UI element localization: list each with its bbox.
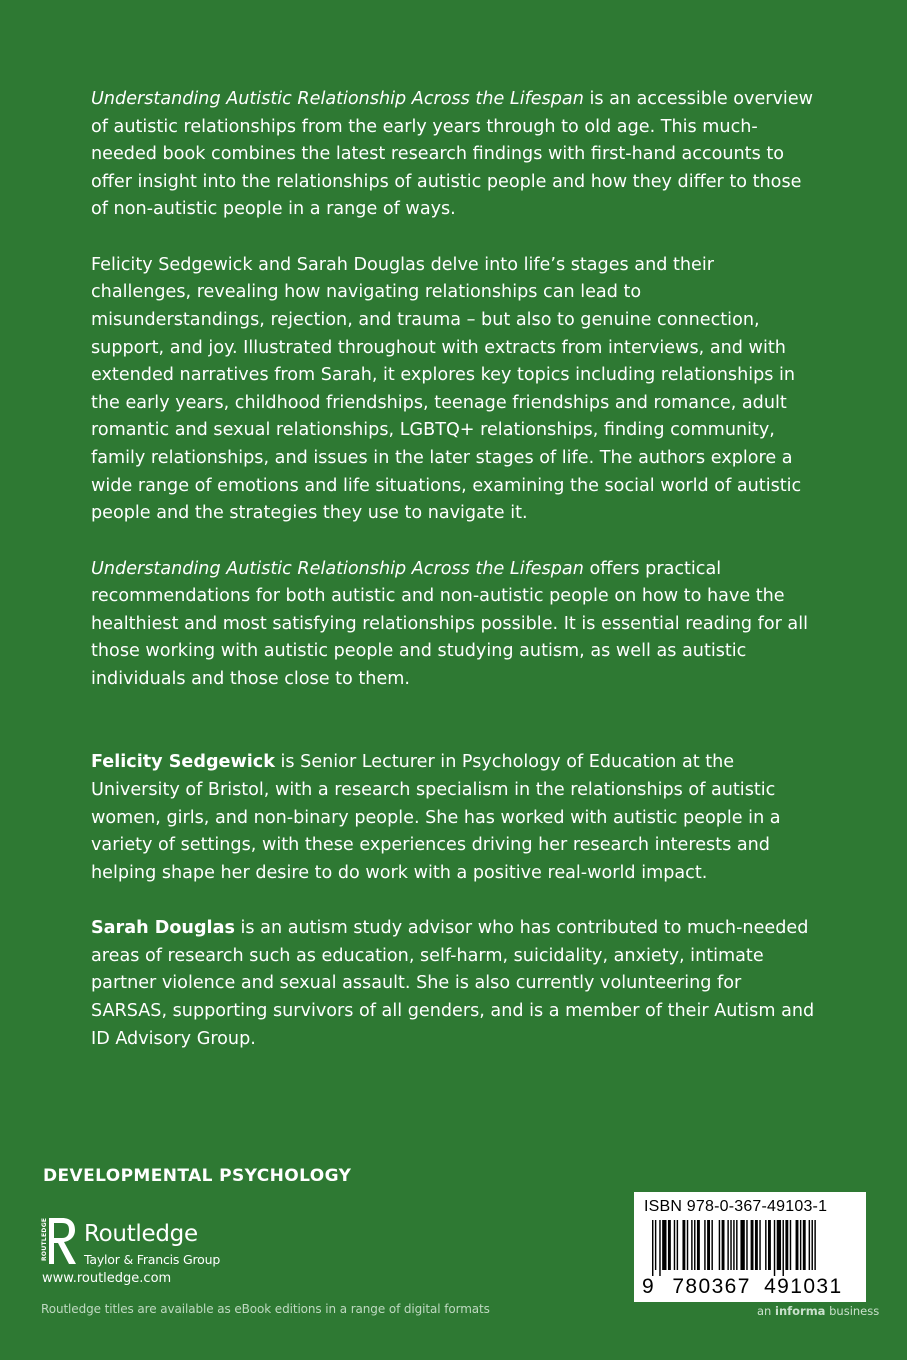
ebook-note: Routledge titles are available as eBook editions in a range of digital formats bbox=[41, 1302, 490, 1316]
barcode-bar bbox=[796, 1220, 799, 1270]
description-paragraph-1 bbox=[91, 86, 819, 224]
description-text: is an accessible overview of autistic relationships from the early years through to old age. This much-needed book combines the latest research findings with first-hand accounts to offer insight into the relationships of autistic people and how they differ to those of non-autistic people in a range of ways. bbox=[91, 89, 814, 220]
barcode-bar bbox=[812, 1220, 813, 1270]
barcode-bar bbox=[682, 1220, 685, 1270]
publisher-logo bbox=[40, 1217, 300, 1287]
barcode-bar bbox=[800, 1220, 801, 1270]
informa-suffix: business bbox=[825, 1304, 880, 1318]
barcode-bar bbox=[746, 1220, 747, 1270]
description-paragraph-3 bbox=[91, 556, 819, 694]
barcode-bar bbox=[674, 1220, 675, 1270]
barcode-bar bbox=[759, 1220, 760, 1270]
description-text: offers practical recommendations for both autistic and non-autistic people on how to have the healthiest and most satisfying relationships possible. It is essential reading for all those working with autistic people and studying autism, as well as autistic individuals and those close to them. bbox=[91, 558, 808, 689]
barcode-bar bbox=[777, 1220, 781, 1270]
ean-digits bbox=[642, 1275, 862, 1299]
barcode-bar bbox=[707, 1220, 710, 1270]
book-title-italic: Understanding Autistic Relationship Across the Lifespan bbox=[91, 89, 584, 109]
barcode-bar bbox=[814, 1220, 815, 1270]
barcode-bar bbox=[755, 1220, 758, 1270]
barcode-bar bbox=[722, 1220, 725, 1270]
barcode-bar bbox=[655, 1220, 656, 1270]
author-bio-text: is an autism study advisor who has contributed to much-needed areas of research such as education, self-harm, suicidality, anxiety, intimate partner violence and sexual assault. She is also currently volunteering for SARSAS, supporting survivors of all genders, and is a member of their Autism and ID Advisory Group. bbox=[91, 918, 815, 1049]
author-bio-2 bbox=[91, 915, 819, 1053]
author-name: Sarah Douglas bbox=[91, 918, 235, 939]
barcode-bar bbox=[719, 1220, 720, 1270]
barcode-bar bbox=[809, 1220, 810, 1270]
informa-business-tag bbox=[757, 1304, 879, 1318]
ean-left-group: 780367 bbox=[672, 1275, 751, 1298]
barcode-bar bbox=[677, 1220, 678, 1270]
barcode-bar bbox=[668, 1220, 671, 1270]
book-title-italic: Understanding Autistic Relationship Across the Lifespan bbox=[91, 558, 584, 579]
description-paragraph-2: Felicity Sedgewick and Sarah Douglas delve into life’s stages and their challenges, revealing how navigating relationships can lead to misunderstandings, rejection, and trauma – but also to genuine connection, support, and joy. Illustrated throughout with extracts from interviews, and with extended narratives from Sarah, it explores key topics including relationships in the early years, childhood friendships, teenage friendships and romance, adult romantic and sexual relationships, LGBTQ+ relationships, finding community, family relationships, and issues in the later stages of life. The authors explore a wide range of emotions and life situations, examining the social world of autistic people and the strategies they use to navigate it. bbox=[91, 254, 802, 524]
barcode-bar bbox=[790, 1220, 791, 1270]
author-name: Felicity Sedgewick bbox=[91, 752, 275, 773]
barcode-bar bbox=[736, 1220, 737, 1270]
publisher-group: Taylor & Francis Group bbox=[84, 1252, 221, 1267]
informa-prefix: an bbox=[757, 1304, 775, 1318]
barcode-bar bbox=[704, 1220, 705, 1270]
routledge-logo-icon bbox=[40, 1217, 78, 1269]
barcode-bar bbox=[711, 1220, 712, 1270]
isbn-barcode bbox=[634, 1192, 866, 1302]
barcode-bar bbox=[785, 1220, 788, 1270]
publisher-name: Routledge bbox=[84, 1221, 198, 1247]
barcode-bar bbox=[765, 1220, 766, 1270]
barcode-bar bbox=[659, 1220, 660, 1276]
barcode-bar bbox=[740, 1220, 744, 1270]
barcode-bar bbox=[768, 1220, 771, 1270]
informa-brand: informa bbox=[775, 1304, 826, 1318]
subject-category: DEVELOPMENTAL PSYCHOLOGY bbox=[43, 1166, 352, 1186]
barcode-bar bbox=[694, 1220, 695, 1270]
barcode-bar bbox=[691, 1220, 692, 1270]
isbn-number: ISBN 978-0-367-49103-1 bbox=[644, 1198, 828, 1215]
svg-text:ROUTLEDGE: ROUTLEDGE bbox=[41, 1217, 48, 1261]
barcode-bar bbox=[803, 1220, 806, 1270]
book-description bbox=[91, 86, 819, 1081]
barcode-bar bbox=[774, 1220, 775, 1276]
barcode-bar bbox=[751, 1220, 754, 1270]
barcode-bar bbox=[662, 1220, 666, 1270]
publisher-url: www.routledge.com bbox=[42, 1271, 172, 1286]
ean-right-group: 491031 bbox=[764, 1275, 843, 1298]
ean-lead-digit: 9 bbox=[642, 1275, 656, 1298]
barcode-bar bbox=[652, 1220, 653, 1276]
author-bio-1 bbox=[91, 749, 819, 887]
barcode-bar bbox=[687, 1220, 688, 1270]
barcode-bar bbox=[727, 1220, 728, 1270]
barcode-bar bbox=[783, 1220, 784, 1276]
barcode-bar bbox=[733, 1220, 734, 1270]
barcode-bar bbox=[697, 1220, 700, 1270]
barcode-bar bbox=[730, 1220, 731, 1270]
author-bio-text: is Senior Lecturer in Psychology of Education at the University of Bristol, with a research specialism in the relationships of autistic women, girls, and non-binary people. She has worked with autistic people in a variety of settings, with these experiences driving her research interests and helping shape her desire to do work with a positive real-world impact. bbox=[91, 752, 781, 883]
